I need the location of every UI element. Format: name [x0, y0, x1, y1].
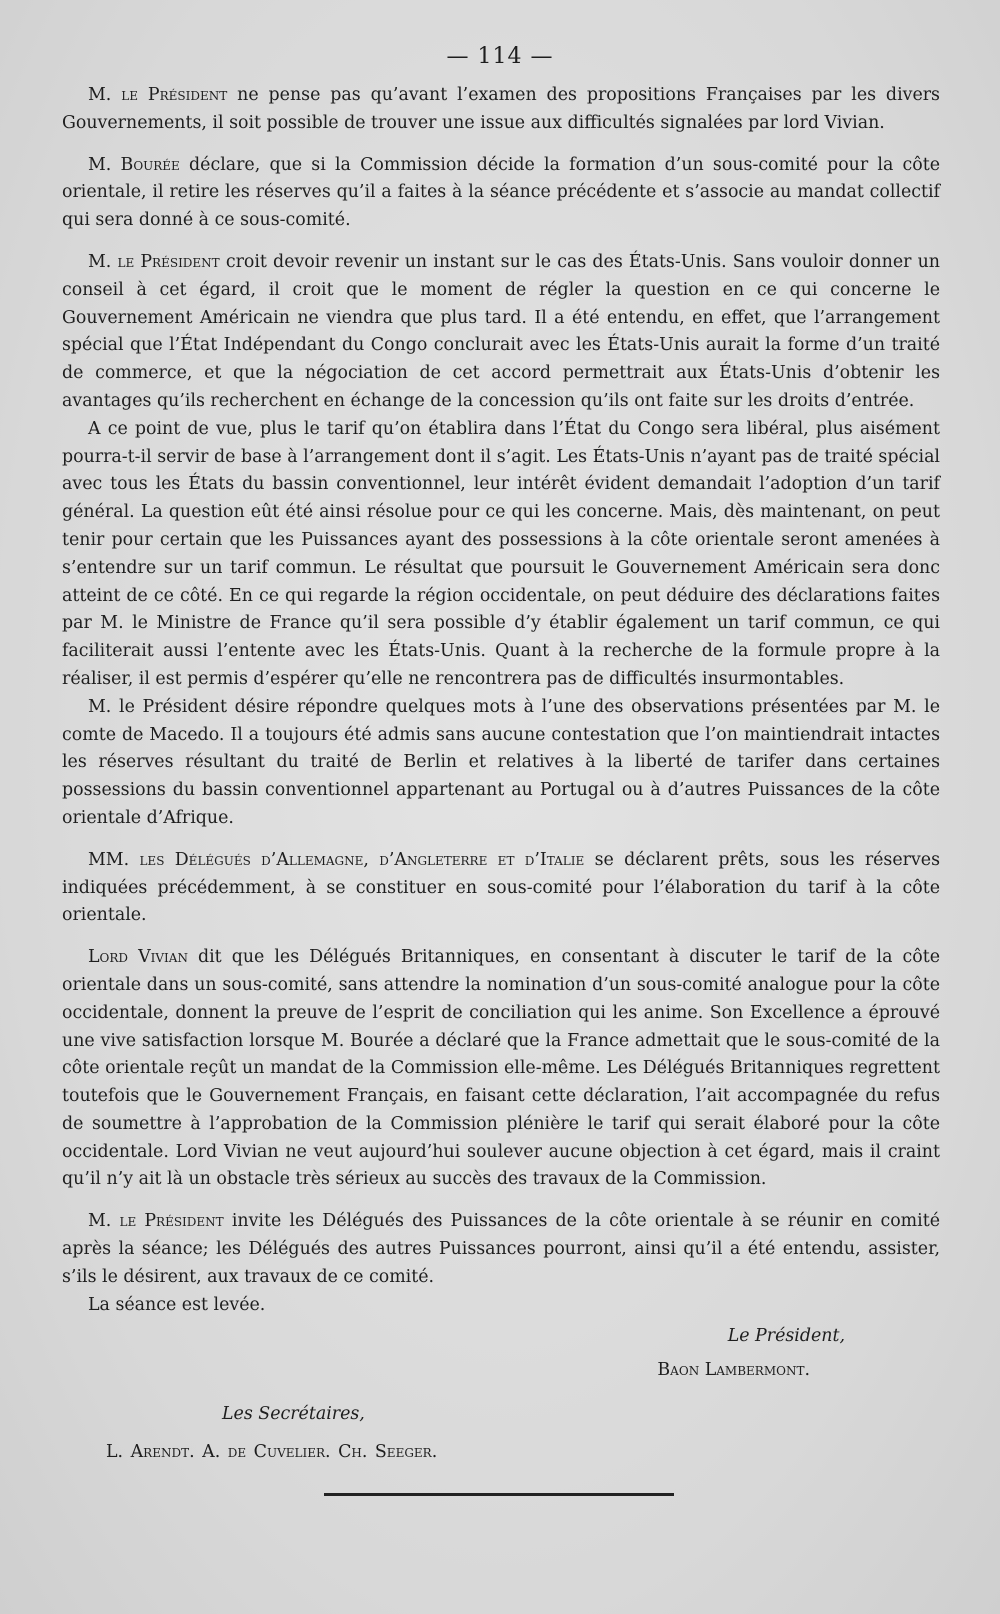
speaker-name: MM. les Délégués d’Allemagne, d’Angleterre et d’Italie — [88, 849, 585, 870]
paragraph — [62, 694, 940, 833]
speaker-name: Lord Vivian — [88, 947, 188, 968]
signature-block — [62, 1319, 940, 1509]
paragraph-text: invite les Délégués des Puissances de la côte orientale à se réunir en comité après la séance; les Délégués des autres Puissances pourront, ainsi qu’il a été entendu, assister, s’ils le désirent, aux travaux de ce comité. — [62, 1211, 940, 1287]
speaker-name: M. le Président — [88, 1211, 224, 1232]
speaker-name: M. le Président — [88, 251, 220, 272]
secretaries-title: Les Secrétaires, — [222, 1404, 365, 1425]
paragraph — [62, 944, 940, 1194]
paragraph — [62, 82, 940, 138]
speaker-name: M. le Président — [88, 85, 228, 105]
paragraph-text: dit que les Délégués Britanniques, en consentant à discuter le tarif de la côte orientale dans un sous-comité, sans attendre la nomination d’un sous-comité analogue pour la côte occidentale, donnent la preuve de l’esprit de conciliation qui les anime. Son Excellence a éprouvé une vive satisfaction lorsque M. Bourée a déclaré que la France admettait que le sous-comité de la côte orientale reçût un mandat de la Commission elle-même. Les Délégués Britanniques regrettent toutefois que le Gouvernement Français, en faisant cette déclaration, l’ait accompagnée du refus de soumettre à l’approbation de la Commission plénière le tarif qui serait élaboré pour la côte occidentale. Lord Vivian ne veut aujourd’hui soulever aucune objection à cet égard, mais il craint qu’il n’y ait là un obstacle très sérieux au succès des travaux de la Commission. — [62, 947, 940, 1190]
paragraph — [62, 416, 940, 694]
paragraph-text: croit devoir revenir un instant sur le cas des États-Unis. Sans vouloir donner un conseil à cet égard, il croit que le moment de régler la question en ce qui concerne le Gouvernement Américain ne viendra que plus tard. Il a été entendu, en effet, que l’arrangement spécial que l’État Indépendant du Congo conclurait avec les États-Unis aurait la forme d’un traité de commerce, et que la négociation de cet accord permettrait aux États-Unis d’obtenir les avantages qu’ils recherchent en échange de la concession qu’ils ont faite sur les droits d’entrée. — [62, 251, 940, 411]
paragraph — [62, 1208, 940, 1291]
secretaries-signatures: L. Arendt. A. de Cuvelier. Ch. Seeger. — [106, 1442, 438, 1463]
president-title: Le Président, — [727, 1326, 845, 1347]
paragraph — [62, 152, 940, 235]
paragraph — [62, 249, 940, 416]
paragraph-text: A ce point de vue, plus le tarif qu’on établira dans l’État du Congo sera libéral, plus aisément pourra-t-il servir de base à l’arrangement dont il s’agit. Les États-Unis n’ayant pas de traité spécial avec tous les États du bassin conventionnel, leur intérêt évident demandait l’adoption d’un tarif général. La question eût été ainsi résolue pour ce qui les concerne. Mais, dès maintenant, on peut tenir pour certain que les Puissances ayant des possessions à la côte orientale seront amenées à s’entendre sur un tarif commun. Le résultat que poursuit le Gouvernement Américain sera donc atteint de ce côté. En ce qui regarde la région occidentale, on peut déduire des déclarations faites par M. le Ministre de France qu’il sera possible d’y établir également un tarif commun, ce qui faciliterait aussi l’entente avec les États-Unis. Quant à la recherche de la formule propre à la réaliser, il est permis d’espérer qu’elle ne rencontrera pas de difficultés insurmontables. — [62, 418, 940, 689]
minutes-body — [62, 82, 940, 1509]
paragraph — [62, 847, 940, 930]
paragraph-text: M. le Président désire répondre quelques mots à l’une des observations présentées par M. le comte de Macedo. Il a toujours été admis sans aucune contestation que l’on maintiendrait intactes les réserves résultant du traité de Berlin et relatives à la liberté de tarifer dans certaines possessions du bassin conventionnel appartenant au Portugal ou à d’autres Puissances de la côte orientale d’Afrique. — [62, 696, 940, 828]
closing-line: La séance est levée. — [88, 1294, 266, 1315]
paragraph-text: ne pense pas qu’avant l’examen des propositions Françaises par les divers Gouvernements, il soit possible de trouver une issue aux difficultés signalées par lord Vivian. — [62, 85, 940, 133]
paragraph-text: déclare, que si la Commission décide la formation d’un sous-comité pour la côte orientale, il retire les réserves qu’il a faites à la séance précédente et s’associe au mandat collectif qui sera donné à ce sous-comité. — [62, 154, 940, 231]
paragraph-text: se déclarent prêts, sous les réserves indiquées précédemment, à se constituer en sous-comité pour l’élaboration du tarif à la côte orientale. — [62, 849, 940, 926]
page-number: — 114 — — [446, 44, 554, 69]
speaker-name: M. Bourée — [88, 154, 180, 175]
president-signature: Baon Lambermont. — [657, 1360, 810, 1381]
end-rule — [324, 1493, 674, 1496]
